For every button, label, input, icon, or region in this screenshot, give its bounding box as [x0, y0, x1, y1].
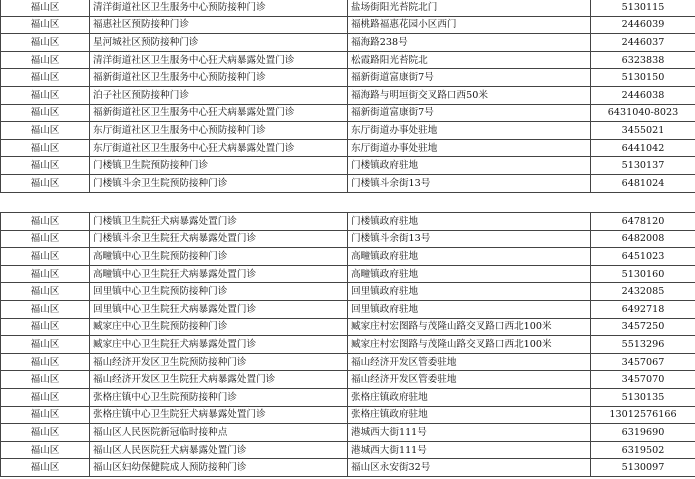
clinic-name-cell: 高疃镇中心卫生院狂犬病暴露处置门诊	[90, 265, 348, 283]
phone-cell: 5130150	[591, 69, 695, 87]
table-row	[1, 336, 695, 354]
district-cell: 福山区	[1, 213, 90, 231]
table-row	[1, 139, 695, 157]
clinic-table-bottom	[0, 212, 695, 477]
table-row	[1, 230, 695, 248]
clinic-name-cell: 东厅街道社区卫生服务中心狂犬病暴露处置门诊	[90, 139, 348, 157]
phone-cell: 3457067	[591, 353, 695, 371]
district-cell: 福山区	[1, 139, 90, 157]
phone-cell: 5130135	[591, 388, 695, 406]
district-cell: 福山区	[1, 0, 90, 16]
address-cell: 回里镇政府驻地	[348, 300, 591, 318]
district-cell: 福山区	[1, 371, 90, 389]
district-cell: 福山区	[1, 424, 90, 442]
table-row	[1, 300, 695, 318]
table-row	[1, 174, 695, 192]
phone-cell: 6441042	[591, 139, 695, 157]
phone-cell: 3457070	[591, 371, 695, 389]
address-cell: 臧家庄村宏图路与茂隆山路交叉路口西北100米	[348, 318, 591, 336]
address-cell: 福海路与明垣街交叉路口西50米	[348, 86, 591, 104]
phone-cell: 5130115	[591, 0, 695, 16]
phone-cell: 6319502	[591, 441, 695, 459]
address-cell: 高疃镇政府驻地	[348, 248, 591, 266]
clinic-name-cell: 高疃镇中心卫生院预防接种门诊	[90, 248, 348, 266]
clinic-name-cell: 福山区妇幼保健院成人预防接种门诊	[90, 459, 348, 477]
district-cell: 福山区	[1, 157, 90, 175]
clinic-name-cell: 臧家庄中心卫生院预防接种门诊	[90, 318, 348, 336]
district-cell: 福山区	[1, 86, 90, 104]
district-cell: 福山区	[1, 318, 90, 336]
phone-cell: 6319690	[591, 424, 695, 442]
table-row	[1, 51, 695, 69]
address-cell: 福新街道富康街7号	[348, 69, 591, 87]
district-cell: 福山区	[1, 283, 90, 301]
clinic-name-cell: 回里镇中心卫生院预防接种门诊	[90, 283, 348, 301]
district-cell: 福山区	[1, 248, 90, 266]
district-cell: 福山区	[1, 230, 90, 248]
clinic-name-cell: 福新街道社区卫生服务中心狂犬病暴露处置门诊	[90, 104, 348, 122]
clinic-name-cell: 星河城社区预防接种门诊	[90, 34, 348, 52]
table-row	[1, 424, 695, 442]
district-cell: 福山区	[1, 353, 90, 371]
address-cell: 门楼镇政府驻地	[348, 157, 591, 175]
clinic-name-cell: 泊子社区预防接种门诊	[90, 86, 348, 104]
clinic-name-cell: 门楼镇卫生院狂犬病暴露处置门诊	[90, 213, 348, 231]
clinic-name-cell: 福山经济开发区卫生院预防接种门诊	[90, 353, 348, 371]
phone-cell: 6431040-8023	[591, 104, 695, 122]
clinic-table-top	[0, 0, 695, 193]
clinic-name-cell: 福山经济开发区卫生院狂犬病暴露处置门诊	[90, 371, 348, 389]
table-row	[1, 318, 695, 336]
table-row	[1, 69, 695, 87]
phone-cell: 2446039	[591, 16, 695, 34]
district-cell: 福山区	[1, 441, 90, 459]
address-cell: 门楼镇政府驻地	[348, 213, 591, 231]
phone-cell: 3457250	[591, 318, 695, 336]
phone-cell: 5513296	[591, 336, 695, 354]
district-cell: 福山区	[1, 265, 90, 283]
district-cell: 福山区	[1, 122, 90, 140]
district-cell: 福山区	[1, 104, 90, 122]
table-row	[1, 104, 695, 122]
clinic-name-cell: 清洋街道社区卫生服务中心预防接种门诊	[90, 0, 348, 16]
address-cell: 港城西大街111号	[348, 424, 591, 442]
district-cell: 福山区	[1, 388, 90, 406]
district-cell: 福山区	[1, 51, 90, 69]
table-row	[1, 248, 695, 266]
table-row	[1, 0, 695, 16]
phone-cell: 5130160	[591, 265, 695, 283]
clinic-name-cell: 张格庄镇中心卫生院狂犬病暴露处置门诊	[90, 406, 348, 424]
district-cell: 福山区	[1, 336, 90, 354]
address-cell: 东厅街道办事处驻地	[348, 122, 591, 140]
clinic-name-cell: 张格庄镇中心卫生院预防接种门诊	[90, 388, 348, 406]
address-cell: 门楼镇斗余街13号	[348, 174, 591, 192]
table-row	[1, 441, 695, 459]
address-cell: 臧家庄村宏图路与茂隆山路交叉路口西北100米	[348, 336, 591, 354]
table-row	[1, 283, 695, 301]
clinic-name-cell: 门楼镇斗余卫生院狂犬病暴露处置门诊	[90, 230, 348, 248]
phone-cell: 6478120	[591, 213, 695, 231]
clinic-name-cell: 回里镇中心卫生院狂犬病暴露处置门诊	[90, 300, 348, 318]
address-cell: 港城西大街111号	[348, 441, 591, 459]
clinic-name-cell: 东厅街道社区卫生服务中心预防接种门诊	[90, 122, 348, 140]
clinic-name-cell: 福惠社区预防接种门诊	[90, 16, 348, 34]
district-cell: 福山区	[1, 459, 90, 477]
phone-cell: 6482008	[591, 230, 695, 248]
clinic-name-cell: 门楼镇斗余卫生院预防接种门诊	[90, 174, 348, 192]
address-cell: 高疃镇政府驻地	[348, 265, 591, 283]
clinic-name-cell: 福山区人民医院狂犬病暴露处置门诊	[90, 441, 348, 459]
table-body	[1, 213, 695, 477]
address-cell: 福桃路福惠花园小区西门	[348, 16, 591, 34]
address-cell: 松霞路阳光苔院北	[348, 51, 591, 69]
address-cell: 福山经济开发区管委驻地	[348, 353, 591, 371]
address-cell: 盐场街阳光苔院北门	[348, 0, 591, 16]
clinic-name-cell: 福新街道社区卫生服务中心预防接种门诊	[90, 69, 348, 87]
phone-cell: 2432085	[591, 283, 695, 301]
table-row	[1, 388, 695, 406]
address-cell: 东厅街道办事处驻地	[348, 139, 591, 157]
address-cell: 张格庄镇政府驻地	[348, 388, 591, 406]
address-cell: 回里镇政府驻地	[348, 283, 591, 301]
table-row	[1, 265, 695, 283]
table-row	[1, 157, 695, 175]
phone-cell: 6323838	[591, 51, 695, 69]
clinic-name-cell: 臧家庄中心卫生院狂犬病暴露处置门诊	[90, 336, 348, 354]
clinic-name-cell: 福山区人民医院新冠临时接种点	[90, 424, 348, 442]
table-row	[1, 406, 695, 424]
address-cell: 张格庄镇政府驻地	[348, 406, 591, 424]
address-cell: 门楼镇斗余街13号	[348, 230, 591, 248]
district-cell: 福山区	[1, 16, 90, 34]
district-cell: 福山区	[1, 69, 90, 87]
district-cell: 福山区	[1, 174, 90, 192]
table-row	[1, 213, 695, 231]
table-row	[1, 353, 695, 371]
table-body	[1, 0, 695, 192]
table-row	[1, 34, 695, 52]
phone-cell: 6451023	[591, 248, 695, 266]
address-cell: 福山区永安街32号	[348, 459, 591, 477]
clinic-name-cell: 清洋街道社区卫生服务中心狂犬病暴露处置门诊	[90, 51, 348, 69]
phone-cell: 6481024	[591, 174, 695, 192]
phone-cell: 2446038	[591, 86, 695, 104]
phone-cell: 5130137	[591, 157, 695, 175]
table-row	[1, 86, 695, 104]
phone-cell: 5130097	[591, 459, 695, 477]
phone-cell: 2446037	[591, 34, 695, 52]
phone-cell: 6492718	[591, 300, 695, 318]
district-cell: 福山区	[1, 406, 90, 424]
address-cell: 福山经济开发区管委驻地	[348, 371, 591, 389]
phone-cell: 13012576166	[591, 406, 695, 424]
table-row	[1, 459, 695, 477]
address-cell: 福新街道富康街7号	[348, 104, 591, 122]
table-row	[1, 371, 695, 389]
address-cell: 福海路238号	[348, 34, 591, 52]
district-cell: 福山区	[1, 300, 90, 318]
table-row	[1, 122, 695, 140]
district-cell: 福山区	[1, 34, 90, 52]
table-row	[1, 16, 695, 34]
phone-cell: 3455021	[591, 122, 695, 140]
clinic-name-cell: 门楼镇卫生院预防接种门诊	[90, 157, 348, 175]
